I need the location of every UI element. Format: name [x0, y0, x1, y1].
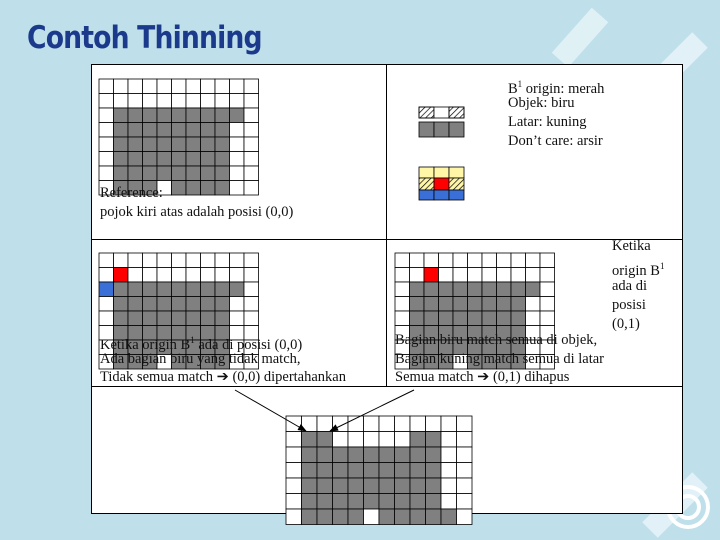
arrow-left [235, 390, 306, 431]
legend-dont-care: Don’t care: arsir [508, 133, 603, 149]
reference-label: Reference: [100, 185, 163, 201]
case-right-text-3: Semua match ➔ (0,1) dihapus [395, 369, 570, 385]
case-left-text-3: Tidak semua match ➔ (0,0) dipertahankan [100, 369, 346, 385]
case-left-text-2: Ada bagian biru yang tidak match, [100, 351, 301, 367]
arrow-right [330, 390, 414, 431]
slide-title: Contoh Thinning [27, 20, 262, 56]
result-arrows [92, 65, 682, 515]
legend-origin: $B^1$ origin: merah [508, 79, 605, 97]
case-right-side-2: origin $B^1$ [612, 261, 665, 279]
diagram-panel [91, 64, 683, 514]
case-right-text-2: Bagian kuning match semua di latar [395, 351, 604, 367]
case-left-text-1: Ketika origin $B^1$ ada di posisi (0,0) [100, 335, 303, 353]
legend-object: Objek: biru [508, 95, 575, 111]
case-right-side-3: ada di [612, 278, 648, 294]
case-right-side-1: Ketika [612, 238, 651, 254]
case-right-side-5: (0,1) [612, 316, 640, 332]
case-right-side-4: posisi [612, 297, 646, 313]
reference-text: pojok kiri atas adalah posisi (0,0) [100, 204, 294, 220]
case-right-text-1: Bagian biru match semua di objek, [395, 332, 598, 348]
legend-background: Latar: kuning [508, 114, 587, 130]
